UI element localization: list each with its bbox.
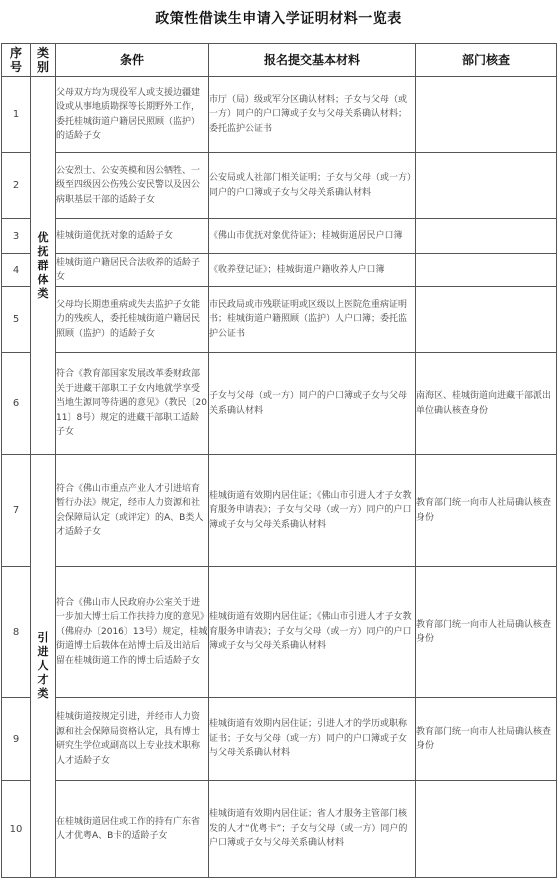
table-row: [2, 153, 557, 219]
condition-cell: 桂城街道户籍居民合法收养的适龄子女: [56, 254, 209, 287]
materials-cell: 桂城街道有效期内居住证；引进人才的学历或职称证书；子女与父母（或一方）同户的户口簿或子女与父母关系确认材料: [209, 698, 416, 781]
page-title: 政策性借读生申请入学证明材料一览表: [155, 11, 402, 27]
header-row: [2, 44, 557, 77]
condition-cell: 符合《佛山市重点产业人才引进培育暂行办法》规定，经市人力资源和社会保障局认定（或评定）的A、B类人才适龄子女: [56, 455, 209, 567]
condition-cell: 桂城街道优抚对象的适龄子女: [56, 219, 209, 254]
condition-cell: 父母双方均为现役军人或支援边疆建设或从事地质勘探等长期野外工作，委托桂城街道户籍居民照顾（监护）的适龄子女: [56, 77, 209, 153]
materials-cell: 市民政局或市残联证明或区级以上医院危重病证明书；桂城街道户籍照顾（监护）人户口簿；委托监护公证书: [209, 287, 416, 353]
row-number: 7: [2, 455, 31, 567]
materials-cell: 桂城街道有效期内居住证；省人才服务主管部门核发的人才“优粤卡”；子女与父母（或一方）同户的户口簿或子女与父母关系确认材料: [209, 781, 416, 878]
verification-cell: 教育部门统一向市人社局确认核查身份: [416, 567, 557, 698]
row-number: 8: [2, 567, 31, 698]
verification-cell: [416, 254, 557, 287]
verification-cell: 教育部门统一向市人社局确认核查身份: [416, 455, 557, 567]
row-number: 9: [2, 698, 31, 781]
materials-cell: 《收养登记证》；桂城街道户籍收养人户口簿: [209, 254, 416, 287]
header-verification: 部门核查: [416, 44, 557, 77]
row-number: 6: [2, 353, 31, 455]
verification-cell: [416, 287, 557, 353]
materials-cell: 桂城街道有效期内居住证；《佛山市引进人才子女教育服务申请表》；子女与父母（或一方）同户的户口簿或子女与父母关系确认材料: [209, 455, 416, 567]
row-number: 5: [2, 287, 31, 353]
condition-cell: 公安烈士、公安英模和因公牺牲、一级至四级因公伤残公安民警以及因公病职基层干部的适龄子女: [56, 153, 209, 219]
table-row: [2, 77, 557, 153]
verification-cell: [416, 77, 557, 153]
row-number: 2: [2, 153, 31, 219]
materials-cell: 子女与父母（或一方）同户的户口簿或子女与父母关系确认材料: [209, 353, 416, 455]
header-materials: 报名提交基本材料: [209, 44, 416, 77]
materials-cell: 《佛山市优抚对象优待证》；桂城街道居民户口簿: [209, 219, 416, 254]
condition-cell: 在桂城街道居住或工作的持有广东省人才优粤A、B卡的适龄子女: [56, 781, 209, 878]
category-talent: 引进人才类: [31, 455, 56, 878]
table-row: [2, 219, 557, 254]
verification-cell: 南海区、桂城街道向进藏干部派出单位确认核查身份: [416, 353, 557, 455]
verification-cell: 教育部门统一向市人社局确认核查身份: [416, 698, 557, 781]
table-row: [2, 698, 557, 781]
materials-cell: 市厅（局）级或军分区确认材料；子女与父母（或一方）同户的户口簿或子女与父母关系确认材料；委托监护公证书: [209, 77, 416, 153]
verification-cell: [416, 153, 557, 219]
materials-cell: 公安局或人社部门相关证明；子女与父母（或一方）同户的户口簿或子女与父母关系确认材料: [209, 153, 416, 219]
header-condition: 条件: [56, 44, 209, 77]
row-number: 10: [2, 781, 31, 878]
materials-table: [1, 43, 557, 878]
condition-cell: 父母均长期患重病或失去监护子女能力的残疾人，委托桂城街道户籍居民照顾（监护）的适龄子女: [56, 287, 209, 353]
table-row: [2, 287, 557, 353]
header-index: 序号: [2, 44, 31, 77]
row-number: 4: [2, 254, 31, 287]
table-row: [2, 567, 557, 698]
category-preferential: 优抚群体类: [31, 77, 56, 455]
verification-cell: [416, 219, 557, 254]
table-row: [2, 254, 557, 287]
row-number: 1: [2, 77, 31, 153]
condition-cell: 桂城街道按规定引进，并经市人力资源和社会保障局资格认定，具有博士研究生学位或副高以上专业技术职称人才适龄子女: [56, 698, 209, 781]
table-row: [2, 781, 557, 878]
condition-cell: 符合《教育部国家发展改革委财政部关于进藏干部职工子女内地就学享受当地生源同等待遇的意见》（教民〔2011〕8号）规定的进藏干部职工适龄子女: [56, 353, 209, 455]
table-row: [2, 353, 557, 455]
verification-cell: [416, 781, 557, 878]
table-row: [2, 455, 557, 567]
row-number: 3: [2, 219, 31, 254]
condition-cell: 符合《佛山市人民政府办公室关于进一步加大博士后工作扶持力度的意见》（佛府办〔2016〕13号）规定，桂城街道博士后载体在站博士后及出站后留在桂城街道工作的博士后适龄子女: [56, 567, 209, 698]
header-category: 类别: [31, 44, 56, 77]
materials-cell: 桂城街道有效期内居住证；《佛山市引进人才子女教育服务申请表》；子女与父母（或一方）同户的户口簿或子女与父母关系确认材料: [209, 567, 416, 698]
